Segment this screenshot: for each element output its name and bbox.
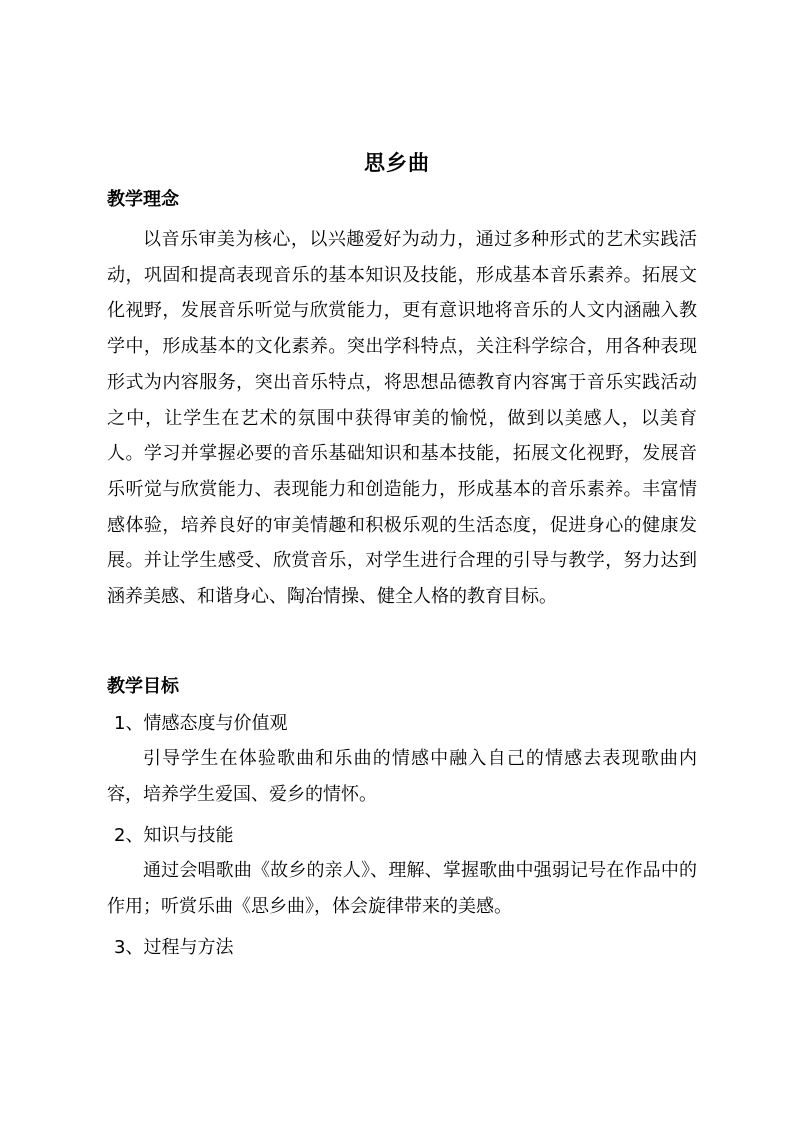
teaching-philosophy-paragraph: 以音乐审美为核心，以兴趣爱好为动力，通过多种形式的艺术实践活动，巩固和提高表现音乐的基本知识及技能，形成基本音乐素养。拓展文化视野，发展音乐听觉与欣赏能力，更有意识地将音乐的人文内涵融入教学中，形成基本的文化素养。突出学科特点，关注科学综合，用各种表现形式为内容服务，突出音乐特点，将思想品德教育内容寓于音乐实践活动之中，让学生在艺术的氛围中获得审美的愉悦，做到以美感人，以美育人。学习并掌握必要的音乐基础知识和基本技能，拓展文化视野，发展音乐听觉与欣赏能力、表现能力和创造能力，形成基本的音乐素养。丰富情感体验，培养良好的审美情趣和积极乐观的生活态度，促进身心的健康发展。并让学生感受、欣赏音乐，对学生进行合理的引导与教学，努力达到涵养美感、和谐身心、陶冶情操、健全人格的教育目标。	[107, 229, 697, 608]
objective-text-knowledge: 通过会唱歌曲《故乡的亲人》、理解、掌握歌曲中强弱记号在作品中的作用；听赏乐曲《思乡曲》，体会旋律带来的美感。	[107, 860, 697, 917]
document-title: 思乡曲	[364, 151, 430, 175]
section-heading-teaching-objectives: 教学目标	[107, 676, 179, 697]
objective-label-knowledge: 2、知识与技能	[114, 825, 234, 846]
section-heading-teaching-philosophy: 教学理念	[107, 189, 179, 210]
objective-label-process: 3、过程与方法	[114, 937, 234, 958]
objective-text-emotion: 引导学生在体验歌曲和乐曲的情感中融入自己的情感去表现歌曲内容，培养学生爱国、爱乡的情怀。	[107, 748, 697, 805]
objective-label-emotion: 1、情感态度与价值观	[114, 713, 288, 734]
